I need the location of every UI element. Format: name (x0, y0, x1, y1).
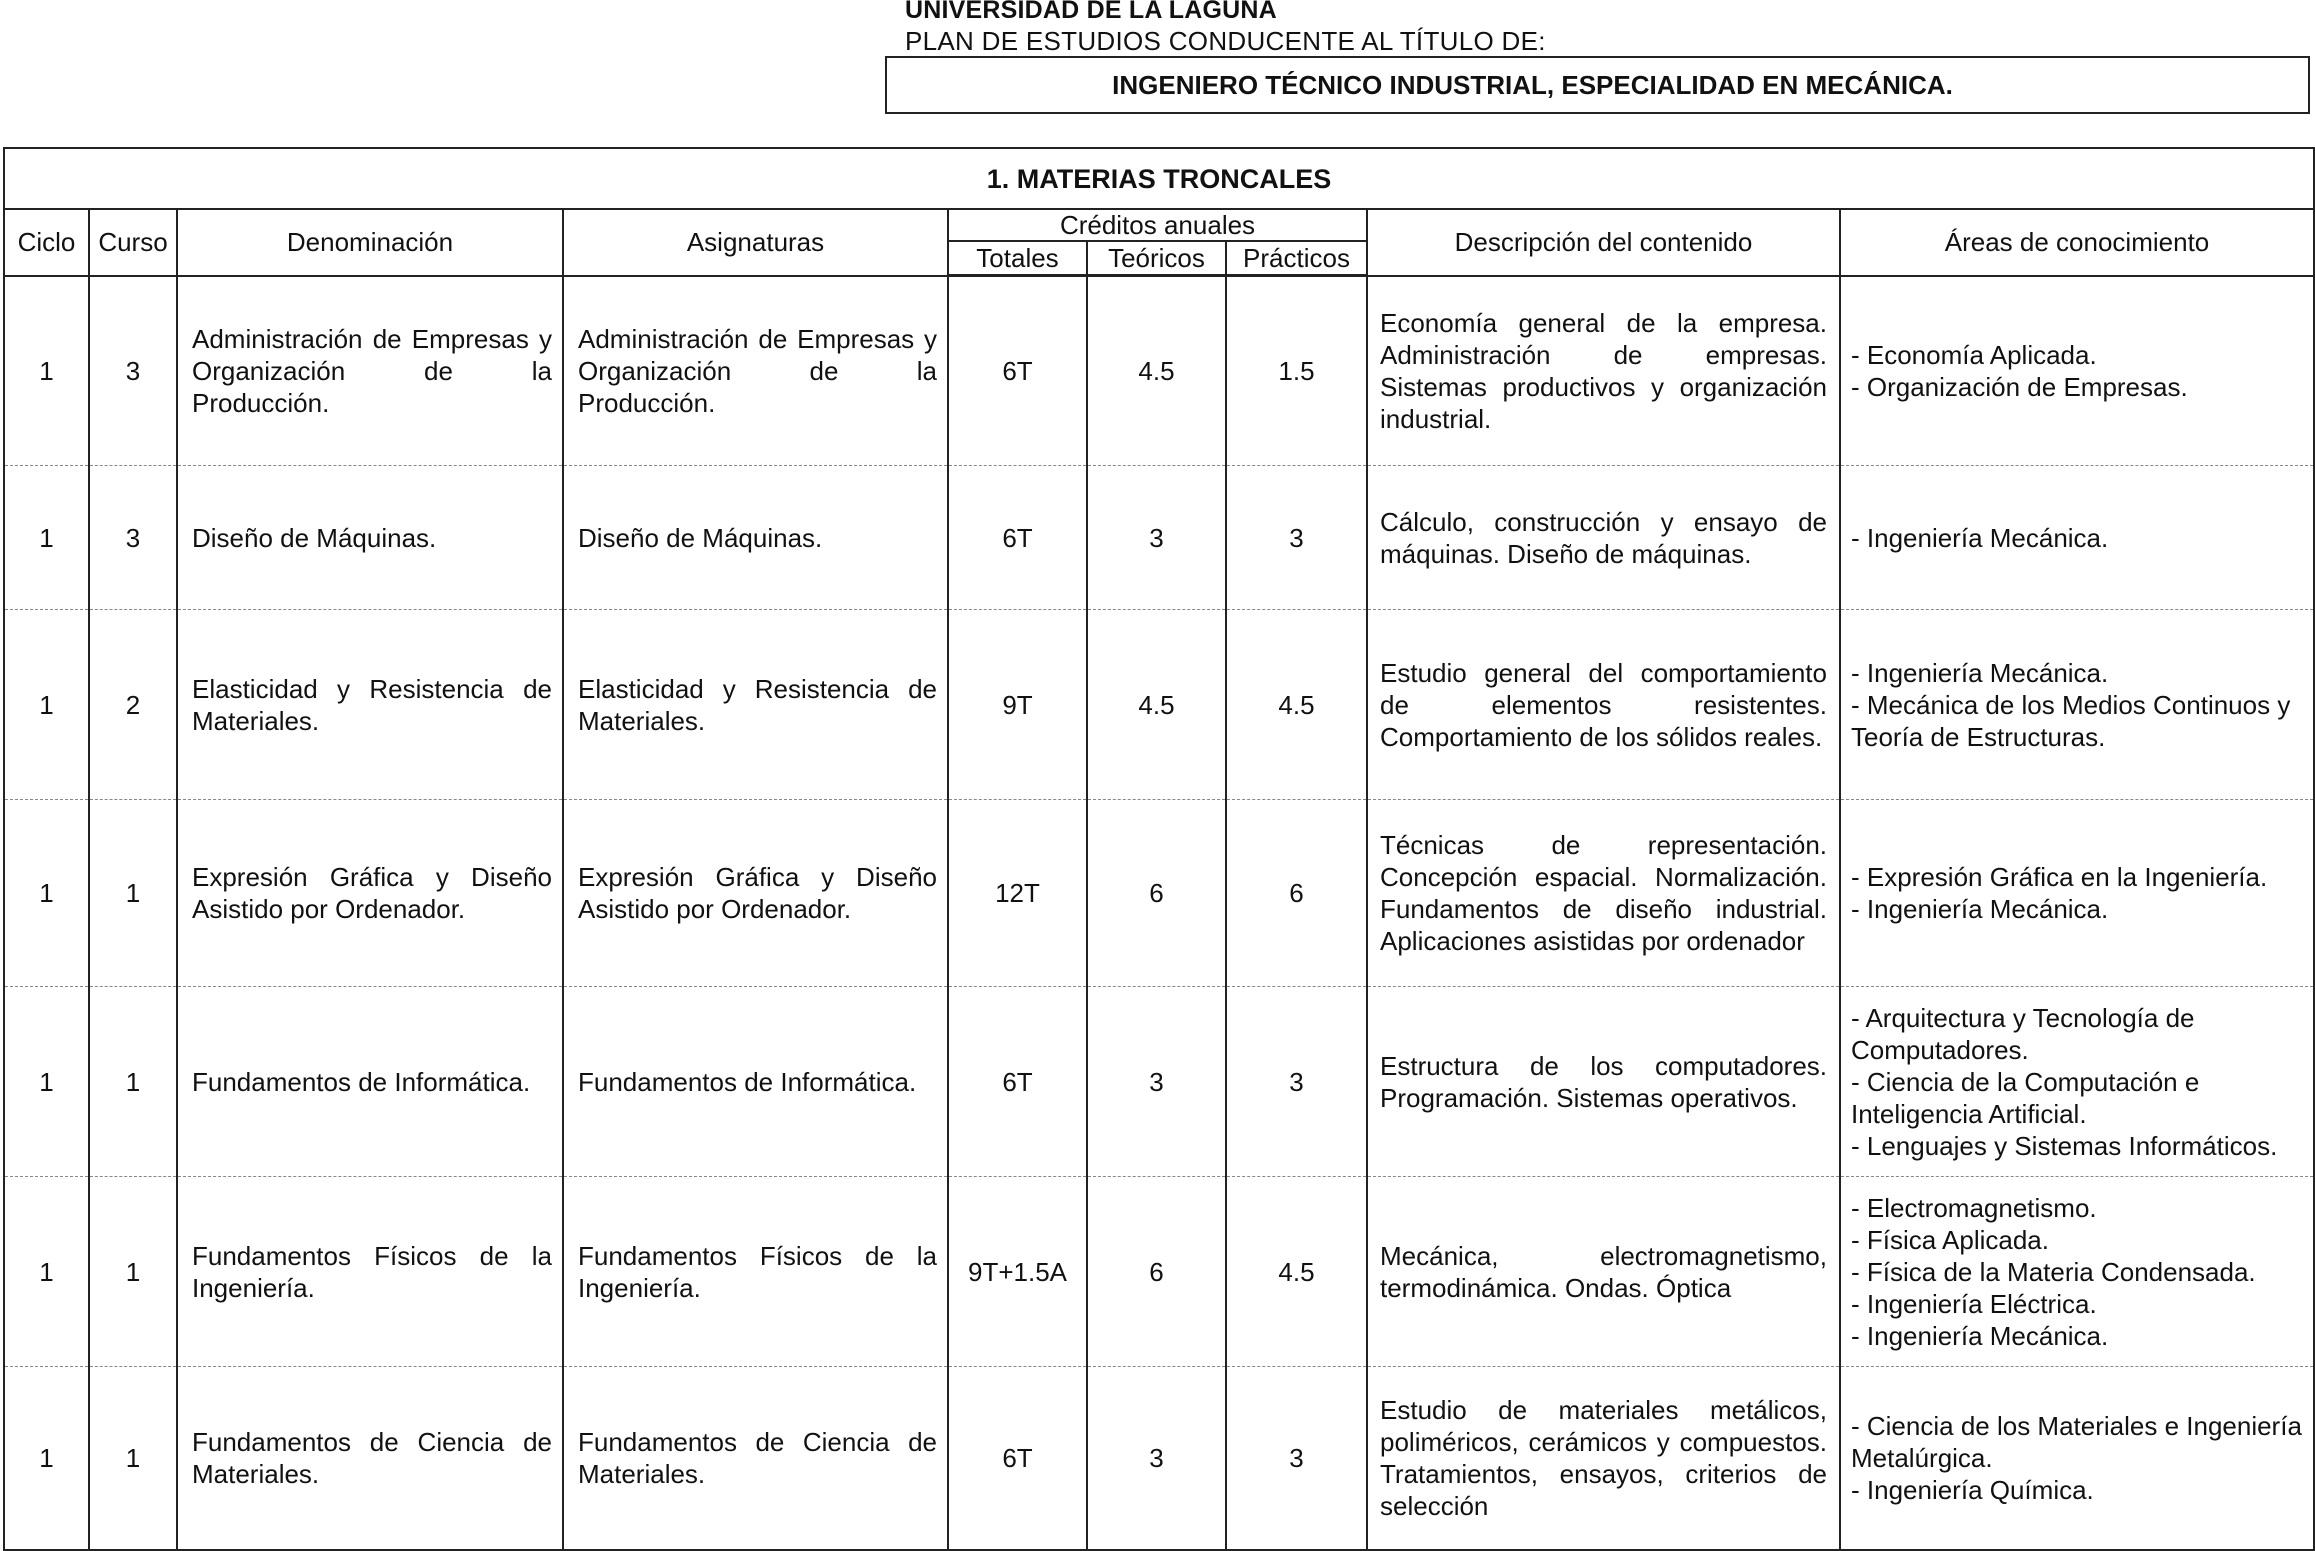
area-item: - Ingeniería Mecánica. (1851, 1320, 2109, 1351)
cell-areas (1840, 610, 2314, 800)
table-row (4, 610, 2314, 800)
cell-practicos: 3 (1226, 466, 1367, 610)
cell-teoricos: 4.5 (1087, 276, 1226, 466)
cell-denominacion: Fundamentos de Ciencia de Materiales. (177, 1367, 563, 1550)
area-item: - Arquitectura y Tecnología de Computadores. (1851, 1002, 2195, 1065)
col-curso: Curso (89, 209, 177, 276)
plan-caption: PLAN DE ESTUDIOS CONDUCENTE AL TÍTULO DE: (905, 26, 1546, 56)
table-row (4, 1367, 2314, 1550)
cell-descripcion: Técnicas de representación. Concepción espacial. Normalización. Fundamentos de diseño industrial. Aplicaciones asistidas por ordenador (1367, 800, 1840, 987)
area-item: - Ingeniería Mecánica. (1851, 522, 2109, 553)
cell-totales: 6T (948, 1367, 1087, 1550)
cell-totales: 12T (948, 800, 1087, 987)
cell-curso: 1 (89, 987, 177, 1177)
table-row (4, 987, 2314, 1177)
cell-curso: 1 (89, 1177, 177, 1367)
cell-totales: 6T (948, 276, 1087, 466)
section-title: 1. MATERIAS TRONCALES (4, 148, 2314, 209)
cell-denominacion: Fundamentos de Informática. (177, 987, 563, 1177)
cell-teoricos: 3 (1087, 1367, 1226, 1550)
cell-ciclo: 1 (4, 800, 89, 987)
cell-asignatura: Expresión Gráfica y Diseño Asistido por Ordenador. (563, 800, 948, 987)
cell-asignatura: Fundamentos de Informática. (563, 987, 948, 1177)
cell-denominacion: Fundamentos Físicos de la Ingeniería. (177, 1177, 563, 1367)
table-row (4, 466, 2314, 610)
cell-areas (1840, 800, 2314, 987)
cell-descripcion: Economía general de la empresa. Administración de empresas. Sistemas productivos y organización industrial. (1367, 276, 1840, 466)
cell-curso: 2 (89, 610, 177, 800)
university-name: UNIVERSIDAD DE LA LAGUNA (905, 0, 1277, 24)
cell-practicos: 6 (1226, 800, 1367, 987)
col-areas: Áreas de conocimiento (1840, 209, 2314, 276)
cell-totales: 6T (948, 987, 1087, 1177)
cell-practicos: 4.5 (1226, 1177, 1367, 1367)
area-item: - Ciencia de la Computación e Inteligencia Artificial. (1851, 1066, 2200, 1129)
cell-areas (1840, 466, 2314, 610)
cell-asignatura: Elasticidad y Resistencia de Materiales. (563, 610, 948, 800)
degree-title: INGENIERO TÉCNICO INDUSTRIAL, ESPECIALIDAD EN MECÁNICA. (1112, 69, 1953, 100)
cell-descripcion: Estudio de materiales metálicos, poliméricos, cerámicos y compuestos. Tratamientos, ensayos, criterios de selección (1367, 1367, 1840, 1550)
cell-teoricos: 4.5 (1087, 610, 1226, 800)
cell-practicos: 1.5 (1226, 276, 1367, 466)
cell-totales: 9T+1.5A (948, 1177, 1087, 1367)
table-row (4, 1177, 2314, 1367)
area-item: - Electromagnetismo. (1851, 1192, 2097, 1223)
cell-asignatura: Fundamentos de Ciencia de Materiales. (563, 1367, 948, 1550)
cell-asignatura: Diseño de Máquinas. (563, 466, 948, 610)
area-item: - Ingeniería Mecánica. (1851, 894, 2109, 924)
col-asignaturas: Asignaturas (563, 209, 948, 276)
cell-totales: 9T (948, 610, 1087, 800)
subjects-table (3, 147, 2315, 1551)
col-totales: Totales (948, 241, 1087, 276)
cell-descripcion: Cálculo, construcción y ensayo de máquinas. Diseño de máquinas. (1367, 466, 1840, 610)
col-practicos: Prácticos (1226, 241, 1367, 276)
cell-practicos: 3 (1226, 987, 1367, 1177)
cell-ciclo: 1 (4, 987, 89, 1177)
area-item: - Ingeniería Mecánica. (1851, 657, 2109, 688)
col-teoricos: Teóricos (1087, 241, 1226, 276)
area-item: - Organización de Empresas. (1851, 371, 2188, 402)
cell-curso: 1 (89, 1367, 177, 1550)
cell-ciclo: 1 (4, 1177, 89, 1367)
cell-descripcion: Estructura de los computadores. Programación. Sistemas operativos. (1367, 987, 1840, 1177)
area-item: - Economía Aplicada. (1851, 339, 2097, 370)
degree-title-box (885, 56, 2310, 114)
cell-denominacion: Administración de Empresas y Organización de la Producción. (177, 276, 563, 466)
cell-asignatura: Fundamentos Físicos de la Ingeniería. (563, 1177, 948, 1367)
cell-denominacion: Elasticidad y Resistencia de Materiales. (177, 610, 563, 800)
cell-teoricos: 6 (1087, 1177, 1226, 1367)
cell-teoricos: 3 (1087, 987, 1226, 1177)
table-row (4, 276, 2314, 466)
area-item: - Lenguajes y Sistemas Informáticos. (1851, 1130, 2278, 1161)
cell-descripcion: Mecánica, electromagnetismo, termodinámica. Ondas. Óptica (1367, 1177, 1840, 1367)
cell-practicos: 4.5 (1226, 610, 1367, 800)
col-denominacion: Denominación (177, 209, 563, 276)
cell-areas (1840, 276, 2314, 466)
cell-practicos: 3 (1226, 1367, 1367, 1550)
cell-curso: 3 (89, 276, 177, 466)
cell-curso: 1 (89, 800, 177, 987)
cell-teoricos: 3 (1087, 466, 1226, 610)
cell-denominacion: Diseño de Máquinas. (177, 466, 563, 610)
cell-denominacion: Expresión Gráfica y Diseño Asistido por Ordenador. (177, 800, 563, 987)
area-item: - Ciencia de los Materiales e Ingeniería Metalúrgica. (1851, 1410, 2302, 1473)
table-row (4, 800, 2314, 987)
area-item: - Expresión Gráfica en la Ingeniería. (1851, 862, 2268, 892)
cell-areas (1840, 1177, 2314, 1367)
col-ciclo: Ciclo (4, 209, 89, 276)
cell-areas (1840, 1367, 2314, 1550)
cell-curso: 3 (89, 466, 177, 610)
area-item: - Física de la Materia Condensada. (1851, 1256, 2256, 1287)
cell-ciclo: 1 (4, 466, 89, 610)
cell-ciclo: 1 (4, 1367, 89, 1550)
area-item: - Mecánica de los Medios Continuos y Teoría de Estructuras. (1851, 689, 2291, 752)
cell-asignatura: Administración de Empresas y Organización de la Producción. (563, 276, 948, 466)
cell-teoricos: 6 (1087, 800, 1226, 987)
cell-descripcion: Estudio general del comportamiento de elementos resistentes. Comportamiento de los sólidos reales. (1367, 610, 1840, 800)
cell-areas (1840, 987, 2314, 1177)
cell-ciclo: 1 (4, 276, 89, 466)
col-descripcion: Descripción del contenido (1367, 209, 1840, 276)
area-item: - Física Aplicada. (1851, 1224, 2049, 1255)
col-creditos: Créditos anuales (948, 209, 1367, 241)
cell-totales: 6T (948, 466, 1087, 610)
area-item: - Ingeniería Eléctrica. (1851, 1288, 2097, 1319)
cell-ciclo: 1 (4, 610, 89, 800)
area-item: - Ingeniería Química. (1851, 1474, 2094, 1505)
